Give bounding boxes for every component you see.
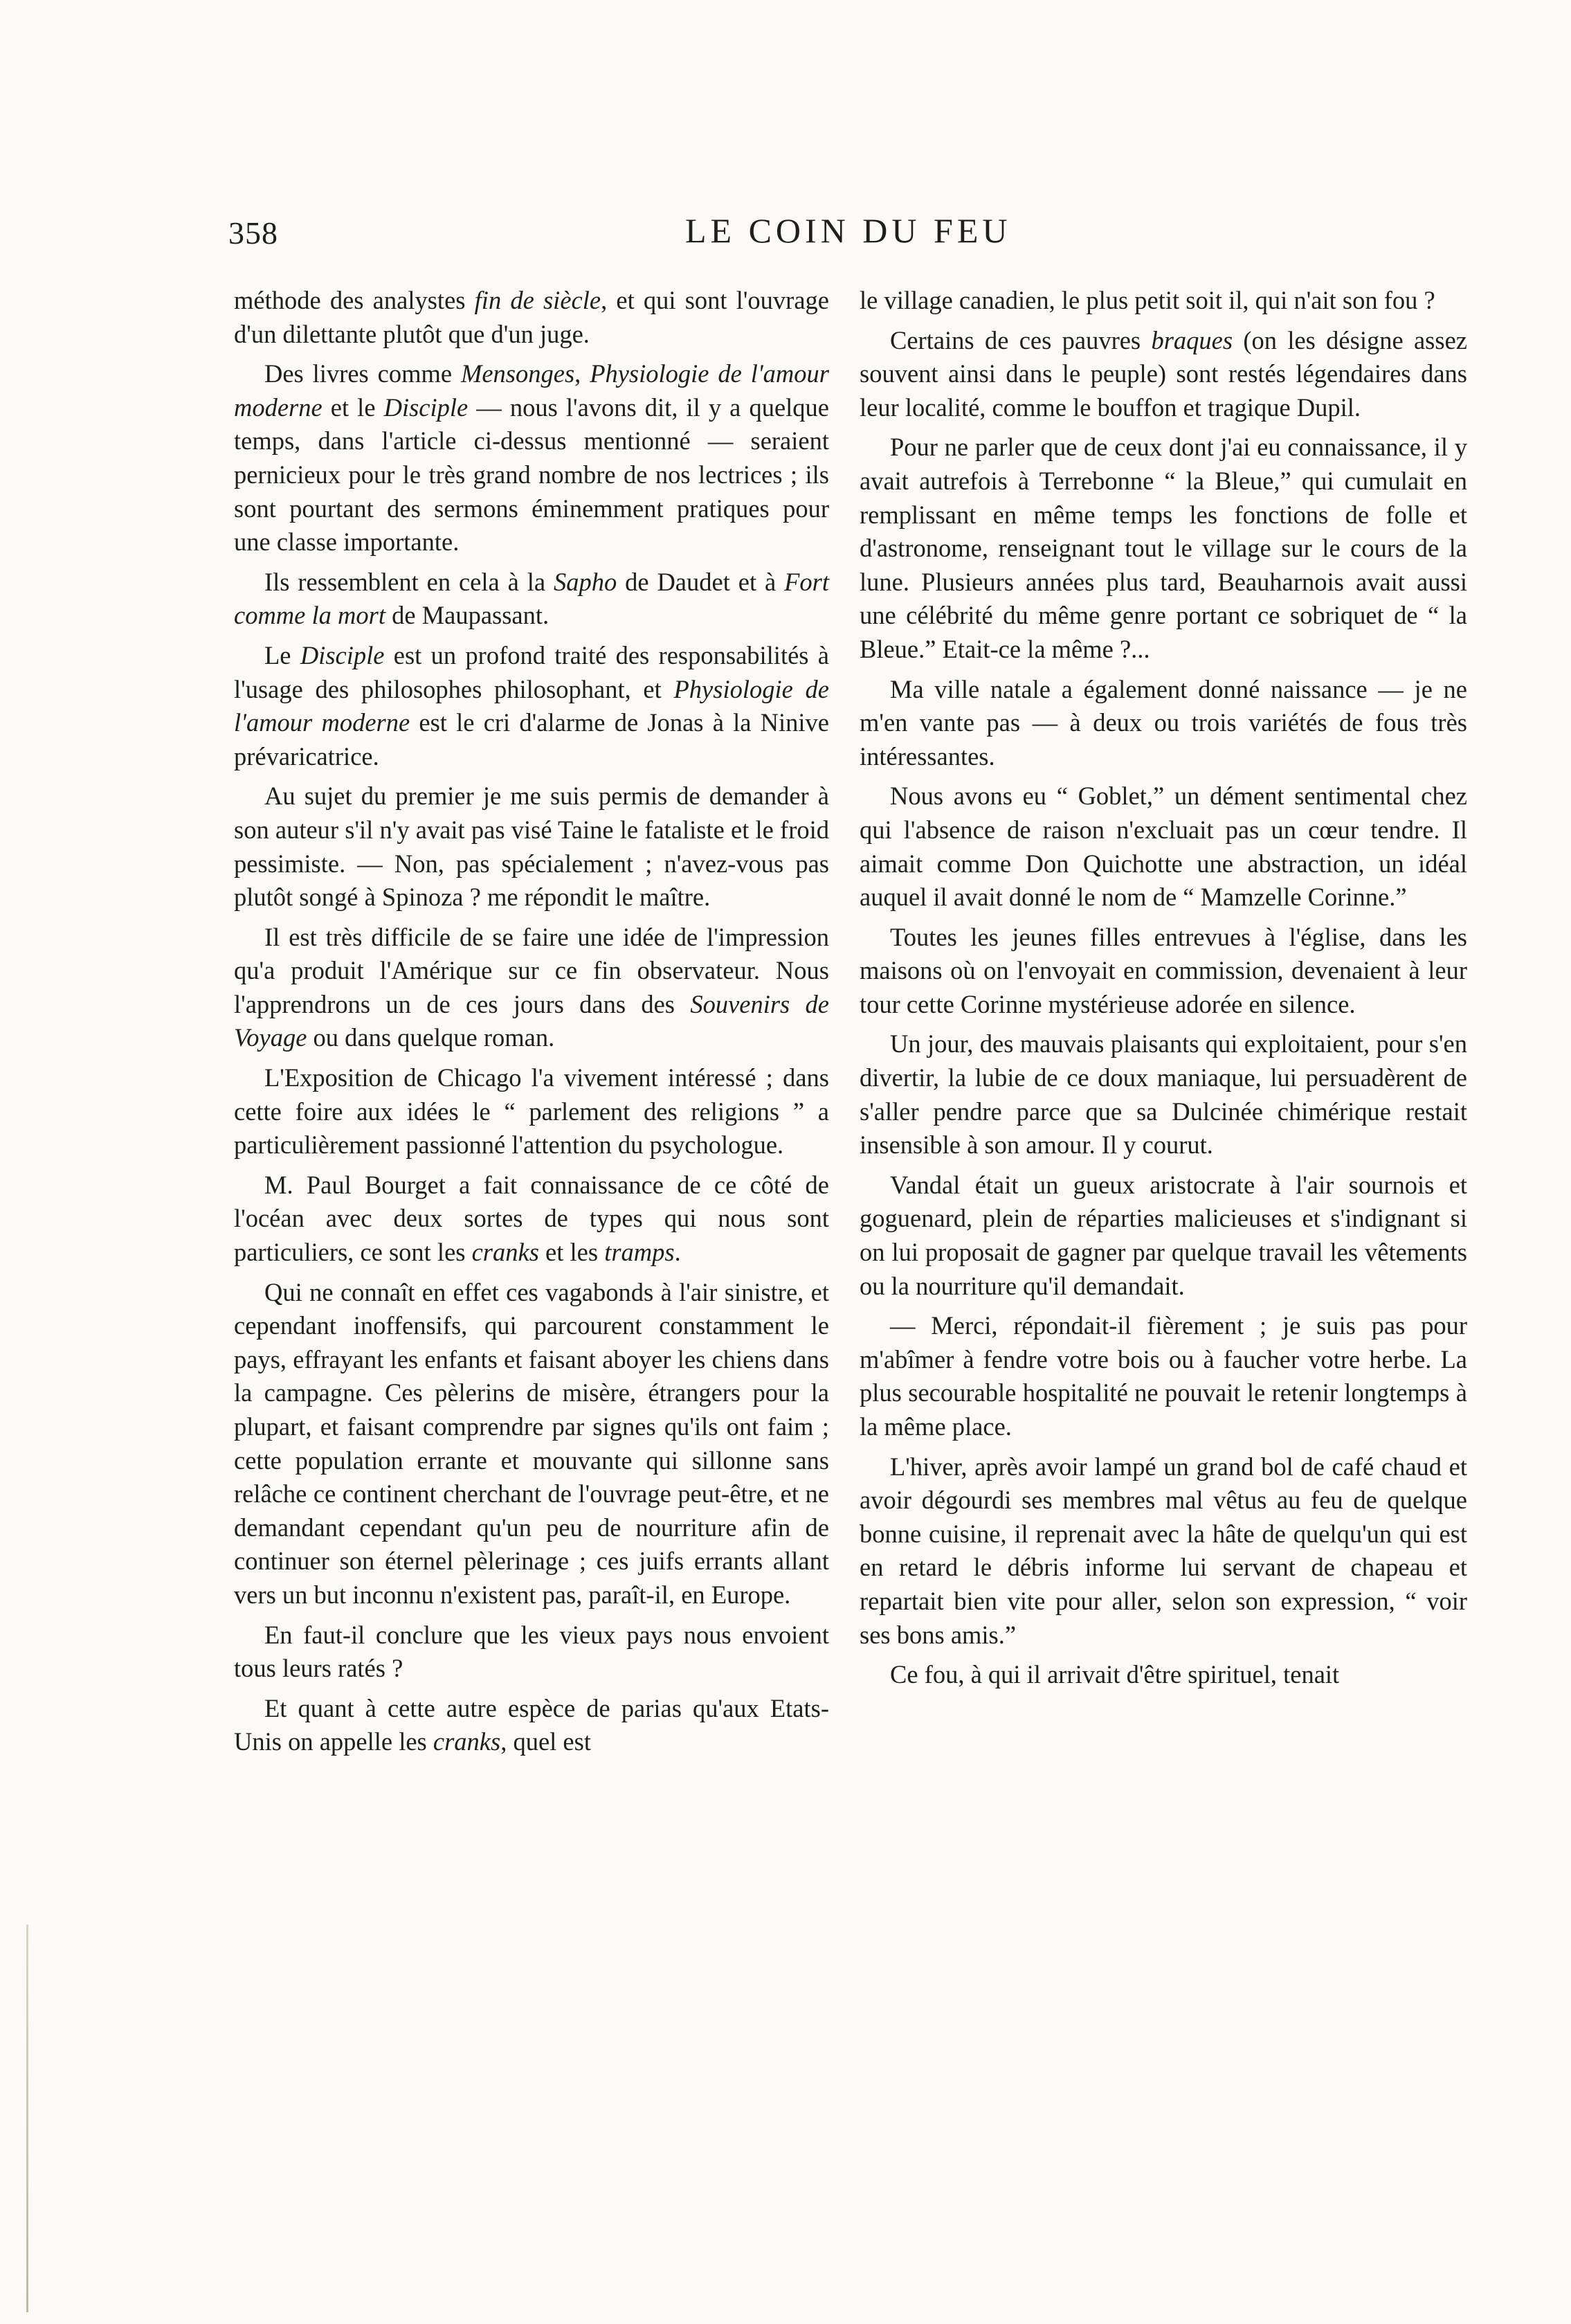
text-run: Vandal était un gueux aristocrate à l'air sournois et goguenard, plein de réparties malicieuses et s'indignant si on lui proposait de gagner par quelque travail les vêtements ou la nourriture qu'il demandait. [860,1170,1467,1300]
paragraph [860,673,1467,774]
text-run: est un profond traité des responsabilités à l'usage des philosophes philosophant, et [234,640,829,703]
paragraph [234,639,829,773]
paragraph [860,1658,1467,1692]
paragraph [234,1619,829,1686]
paragraph [860,780,1467,914]
text-run: Qui ne connaît en effet ces vagabonds à l'air sinistre, et cependant inoffensifs, qui parcourent constamment le pays, effrayant les enfants et faisant aboyer les chiens dans la campagne. Ces pèlerins de misère, étrangers pour la plupart, et faisant comprendre par signes qu'ils ont faim ; cette population errante et mouvante qui sillonne sans relâche ce continent cherchant de l'ouvrage peut-être, et ne demandant cependant qu'un peu de nourriture afin de continuer son éternel pèlerinage ; ces juifs errants allant vers un but inconnu n'existent pas, paraît-il, en Europe. [234,1277,829,1609]
text-run: Ce fou, à qui il arrivait d'être spirituel, tenait [890,1660,1340,1689]
italic-text: Sapho [553,567,617,596]
text-run: Toutes les jeunes filles entrevues à l'église, dans les maisons où on l'envoyait en commission, devenaient à leur tour cette Corinne mystérieuse adorée en silence. [860,922,1467,1018]
text-run: M. Paul Bourget a fait connaissance de ce côté de l'océan avec deux sortes de types qui nous sont particuliers, ce sont les [234,1170,829,1267]
text-run: Il est très difficile de se faire une idée de l'impression qu'a produit l'Amérique sur ce fin observateur. Nous l'apprendrons un de ces jours dans des [234,922,829,1018]
text-run: , et qui sont l'ouvrage d'un dilettante plutôt que d'un juge. [234,286,829,348]
paragraph [234,1061,829,1162]
binding-mark [26,1925,28,2312]
paragraph [234,284,829,351]
paragraph [234,780,829,914]
text-run: L'Exposition de Chicago l'a vivement intéressé ; dans cette foire aux idées le “ parlement des religions ” a particulièrement passionné l'attention du psychologue. [234,1063,829,1160]
text-run: de Maupassant. [385,601,550,630]
text-run: est le cri d'alarme de Jonas à la Ninive prévaricatrice. [234,708,829,771]
text-run: Des livres comme [264,359,461,388]
paragraph [234,1169,829,1270]
text-run: méthode des analystes [234,286,475,314]
text-run: Et quant à cette autre espèce de parias qu'aux Etats-Unis on appelle les [234,1693,829,1756]
italic-text: Physiologie de l'amour moderne [234,674,829,737]
text-run: — nous l'avons dit, il y a quelque temps, dans l'article ci-dessus mentionné — seraient pernicieux pour le très grand nombre de nos lectrices ; ils sont pourtant des sermons éminemment pratiques pour une classe importante. [234,393,829,557]
text-run: et les [538,1238,605,1267]
paragraph [234,1692,829,1759]
italic-text: Fort comme la mort [234,567,829,630]
italic-text: Mensonges [460,359,575,388]
paragraph [860,1169,1467,1303]
text-run: Certains de ces pauvres [890,325,1152,354]
text-run: En faut-il conclure que les vieux pays nous envoient tous leurs ratés ? [234,1620,829,1683]
paragraph [860,1309,1467,1443]
running-title: LE COIN DU FEU [685,211,1012,250]
italic-text: braques [1151,325,1233,354]
italic-text: tramps [604,1238,675,1267]
text-run: , quel est [500,1727,591,1756]
italic-text: Souvenirs de Voyage [234,989,830,1052]
page-header [228,208,1474,263]
right-text-column [860,284,1467,1692]
paragraph [234,921,829,1055]
text-run: Au sujet du premier je me suis permis de demander à son auteur s'il n'y avait pas visé Taine le fataliste et le froid pessimiste. — Non, pas spécialement ; n'avez-vous pas plutôt songé à Spinoza ? me répondit le maître. [234,782,829,912]
italic-text: Disciple [300,640,385,669]
text-run: — Merci, répondait-il fièrement ; je suis pas pour m'abîmer à fendre votre bois ou à faucher votre herbe. La plus secourable hospitalité ne pouvait le retenir longtemps à la même place. [860,1311,1467,1441]
text-run: . [674,1238,681,1267]
text-run: Ils ressemblent en cela à la [264,567,554,596]
italic-text: cranks [471,1238,539,1267]
text-run: , [574,359,590,388]
text-run: Ma ville natale a également donné naissance — je ne m'en vante pas — à deux ou trois variétés de fous très intéressantes. [860,674,1467,771]
text-run: Le [264,640,300,669]
italic-text: Disciple [383,393,469,422]
paragraph [860,431,1467,666]
page-number: 358 [228,215,278,251]
paragraph [860,921,1467,1022]
left-text-column [234,284,829,1759]
text-run: le village canadien, le plus petit soit il, qui n'ait son fou ? [860,286,1435,314]
paragraph [860,1450,1467,1652]
paragraph [860,284,1467,318]
text-run: et le [322,393,384,422]
italic-text: Physiologie de l'amour moderne [234,359,829,422]
italic-text: fin de siècle [474,286,601,314]
paragraph [234,566,829,633]
text-run: Nous avons eu “ Goblet,” un dément sentimental chez qui l'absence de raison n'excluait pas un cœur tendre. Il aimait comme Don Quichotte une abstraction, un idéal auquel il avait donné le nom de “ Mamzelle Corinne.” [860,782,1467,912]
paragraph [860,324,1467,425]
paragraph [234,357,829,559]
paragraph [234,1276,829,1612]
text-run: (on les désigne assez souvent ainsi dans le peuple) sont restés légendaires dans leur localité, comme le bouffon et tragique Dupil. [860,325,1467,422]
italic-text: cranks [433,1727,501,1756]
text-run: L'hiver, après avoir lampé un grand bol de café chaud et avoir dégourdi ses membres mal vêtus au feu de quelque bonne cuisine, il reprenait avec la hâte de quelqu'un qui est en retard le débris informe lui servant de chapeau et repartait bien vite pour aller, selon son expression, “ voir ses bons amis.” [860,1452,1467,1649]
paragraph [860,1027,1467,1162]
text-run: Un jour, des mauvais plaisants qui exploitaient, pour s'en divertir, la lubie de ce doux maniaque, lui persuadèrent de s'aller pendre parce que sa Dulcinée chimérique restait insensible à son amour. Il y courut. [860,1029,1467,1160]
text-run: ou dans quelque roman. [307,1023,555,1052]
text-run: de Daudet et à [617,567,785,596]
text-run: Pour ne parler que de ceux dont j'ai eu connaissance, il y avait autrefois à Terrebonne “ la Bleue,” qui cumulait en remplissant en même temps les fonctions de folle et d'astronome, renseignant tout le village sur le cours de la lune. Plusieurs années plus tard, Beauharnois avait aussi une célébrité du même genre portant ce sobriquet de “ la Bleue.” Etait-ce la même ?... [860,433,1467,663]
